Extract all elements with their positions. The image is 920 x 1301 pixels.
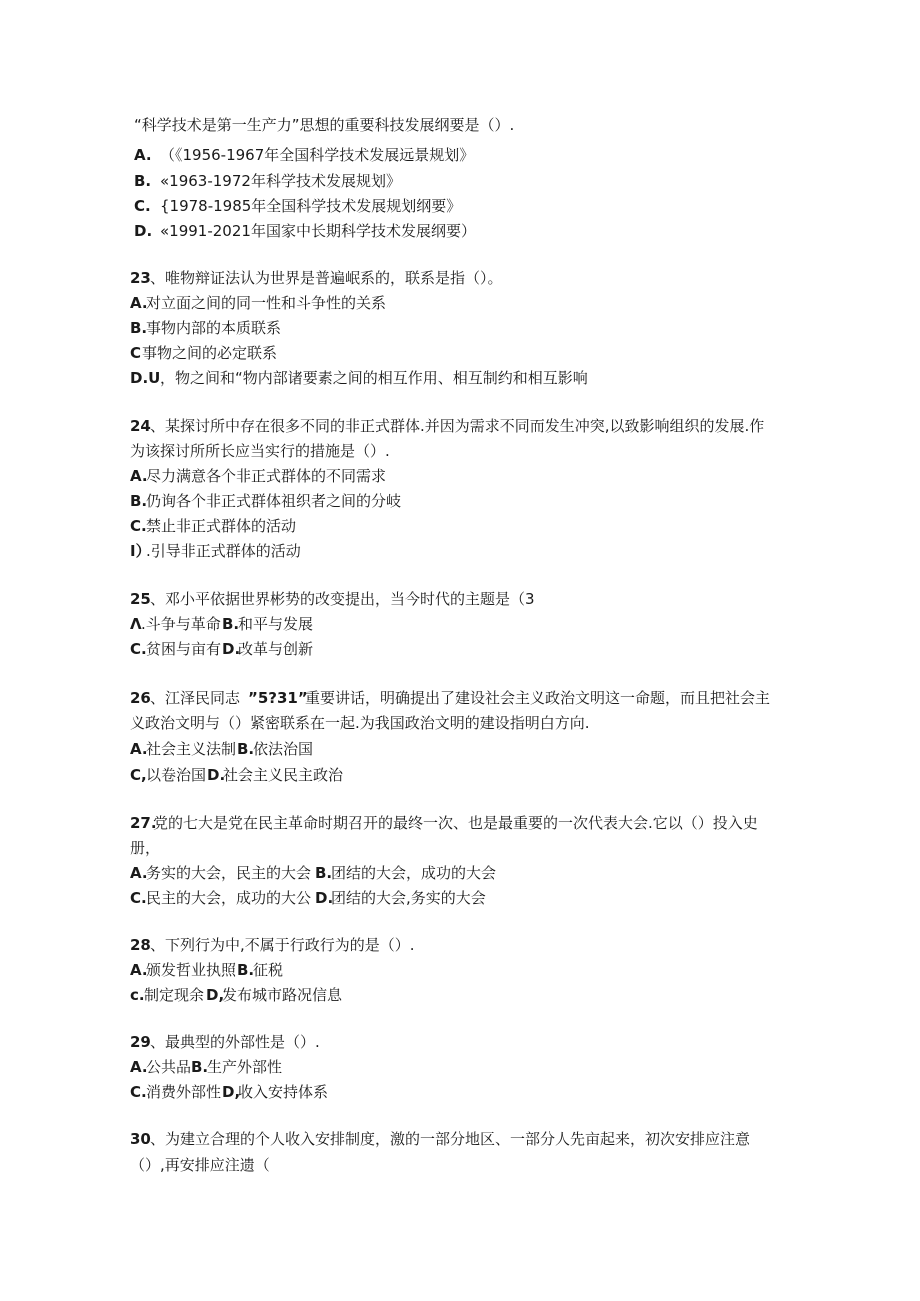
q24-option-d-letter: I）: [130, 542, 151, 560]
q25-option-c-letter: C.: [130, 640, 147, 658]
q28-option-d-text: 发布城市路况信息: [222, 986, 343, 1004]
q22-option-b-text: «1963-1972年科学技术发展规划》: [160, 172, 401, 190]
q26-option-c-text: 以卷治国: [146, 766, 207, 784]
q25-option-a-text: .斗争与革命: [141, 615, 221, 633]
q29-option-a-letter: A.: [130, 1058, 148, 1076]
q24-option-a-text: 尽力满意各个非正式群体的不同需求: [146, 467, 387, 485]
q24-option-b-letter: B.: [130, 492, 148, 510]
q29-option-c-text: 消费外部性: [146, 1083, 222, 1101]
q30-stem-line2: （）,再安排应注遗（: [130, 1156, 270, 1174]
q23-option-b-text: 事物内部的本质联系: [146, 319, 282, 337]
q22-option-d-letter: D.: [134, 222, 153, 240]
q27-option-c-letter: C.: [130, 889, 147, 907]
q29-number: 29: [130, 1033, 151, 1051]
q28-option-b-text: 征税: [253, 961, 284, 979]
q24-option-c-letter: C.: [130, 517, 147, 535]
q25-option-a-letter: Λ: [130, 615, 142, 633]
q26-option-a-text: 社会主义法制: [146, 740, 237, 758]
q26-stem-line1-part1: 、江泽民同志: [150, 689, 241, 707]
q27-option-d-text: 团结的大会,务实的大会: [331, 889, 486, 907]
q25-number: 25: [130, 590, 151, 608]
q25-option-d-letter: D.: [222, 640, 241, 658]
q26-option-b-text: 依法治国: [253, 740, 314, 758]
q24-option-b-text: 仍询各个非正式群体祖织者之间的分岐: [146, 492, 402, 510]
q25-option-b-letter: B.: [222, 615, 240, 633]
q27-option-a-letter: A.: [130, 864, 148, 882]
q27-number: 27.: [130, 814, 157, 832]
q28-option-a-text: 颁发哲业执照: [146, 961, 237, 979]
q26-option-a-letter: A.: [130, 740, 148, 758]
q25-option-c-text: 贫困与亩有: [146, 640, 222, 658]
q24-stem-line2: 为该探讨所所长应当实行的措施是（）.: [130, 442, 390, 460]
q23-option-c-text: 事物之间的必定联系: [142, 344, 278, 362]
q29-option-d-letter: D,: [222, 1083, 241, 1101]
q26-stem-line1-date: ”5?31”: [248, 689, 308, 707]
q27-option-a-text: 务实的大会，民主的大会: [146, 864, 312, 882]
q23-option-d-letter: D.U: [130, 369, 161, 387]
q27-option-c-text: 民主的大会，成功的大公: [146, 889, 312, 907]
q28-number: 28: [130, 936, 151, 954]
q26-option-b-letter: B.: [237, 740, 255, 758]
q28-option-c-text: 制定现余: [144, 986, 205, 1004]
q28-option-d-letter: D,: [206, 986, 225, 1004]
q26-stem-line1-part2: 重要讲话，明确提出了建设社会主义政治文明这一命题，而且把社会主: [305, 689, 771, 707]
q22-option-a-letter: A.: [134, 146, 152, 164]
q28-option-c-letter: c.: [130, 986, 145, 1004]
q24-option-a-letter: A.: [130, 467, 148, 485]
q30-number: 30: [130, 1130, 151, 1148]
q27-stem-line2: 册，: [130, 839, 161, 857]
q26-number: 26: [130, 689, 151, 707]
q28-option-a-letter: A.: [130, 961, 148, 979]
q26-option-d-text: 社会主义民主政治: [223, 766, 344, 784]
q25-option-d-text: 改革与创新: [238, 640, 314, 658]
q26-stem-line2: 义政治文明与（）紧密联系在一起.为我国政治文明的建设指明白方向.: [130, 714, 590, 732]
q27-option-b-text: 团结的大会，成功的大会: [331, 864, 497, 882]
q29-option-c-letter: C.: [130, 1083, 147, 1101]
q29-option-d-text: 收入安持体系: [238, 1083, 329, 1101]
q23-option-a-letter: A.: [130, 294, 148, 312]
q22-option-c-letter: C.: [134, 197, 151, 215]
q22-option-b-letter: B.: [134, 172, 152, 190]
q26-option-c-letter: C,: [130, 766, 147, 784]
q22-stem: “科学技术是第一生产力”思想的重要科技发展纲要是（）.: [134, 116, 515, 134]
q23-number: 23: [130, 269, 151, 287]
q27-stem-line1: 党的七大是党在民主革命时期召开的最终一次、也是最重要的一次代表大会.它以（）投入史: [153, 814, 758, 832]
q22-option-d-text: «1991-2021年国家中长期科学技术发展纲要）: [160, 222, 476, 240]
q25-stem: 、邓小平依据世界彬势的改变提出，当今时代的主题是（3: [150, 590, 535, 608]
q24-option-d-text: .引导非正式群体的活动: [146, 542, 301, 560]
q29-option-a-text: 公共品: [146, 1058, 192, 1076]
q29-option-b-text: 生产外部性: [207, 1058, 283, 1076]
q22-option-a-text: （《1956-1967年全国科学技术发展远景规划》: [160, 146, 475, 164]
q29-stem: 、最典型的外部性是（）.: [150, 1033, 320, 1051]
q23-stem: 、唯物辩证法认为世界是普遍岷系的，联系是指（）。: [150, 269, 503, 287]
q23-option-c-letter: C: [130, 344, 142, 362]
q25-option-b-text: 和平与发展: [238, 615, 314, 633]
q28-option-b-letter: B.: [237, 961, 255, 979]
q28-stem: 、下列行为中,不属于行政行为的是（）.: [150, 936, 415, 954]
q22-option-c-text: {1978-1985年全国科学技术发展规划纲要》: [160, 197, 462, 215]
q30-stem-line1: 、为建立合理的个人收入安排制度，激的一部分地区、一部分人先亩起来，初次安排应注意: [150, 1130, 751, 1148]
q27-option-d-letter: D.: [315, 889, 334, 907]
q26-option-d-letter: D.: [207, 766, 226, 784]
q23-option-d-text: ，物之间和“物内部诸要素之间的相互作用、相互制约和相互影响: [160, 369, 588, 387]
q24-number: 24: [130, 417, 151, 435]
q23-option-b-letter: B.: [130, 319, 148, 337]
q29-option-b-letter: B.: [191, 1058, 209, 1076]
q24-option-c-text: 禁止非正式群体的活动: [146, 517, 297, 535]
q24-stem-line1: 、某探讨所中存在很多不同的非正式群体.并因为需求不同而发生冲突,以致影响组织的发展.作: [150, 417, 765, 435]
q27-option-b-letter: B.: [315, 864, 333, 882]
q23-option-a-text: 对立面之间的同一性和斗争性的关系: [146, 294, 387, 312]
